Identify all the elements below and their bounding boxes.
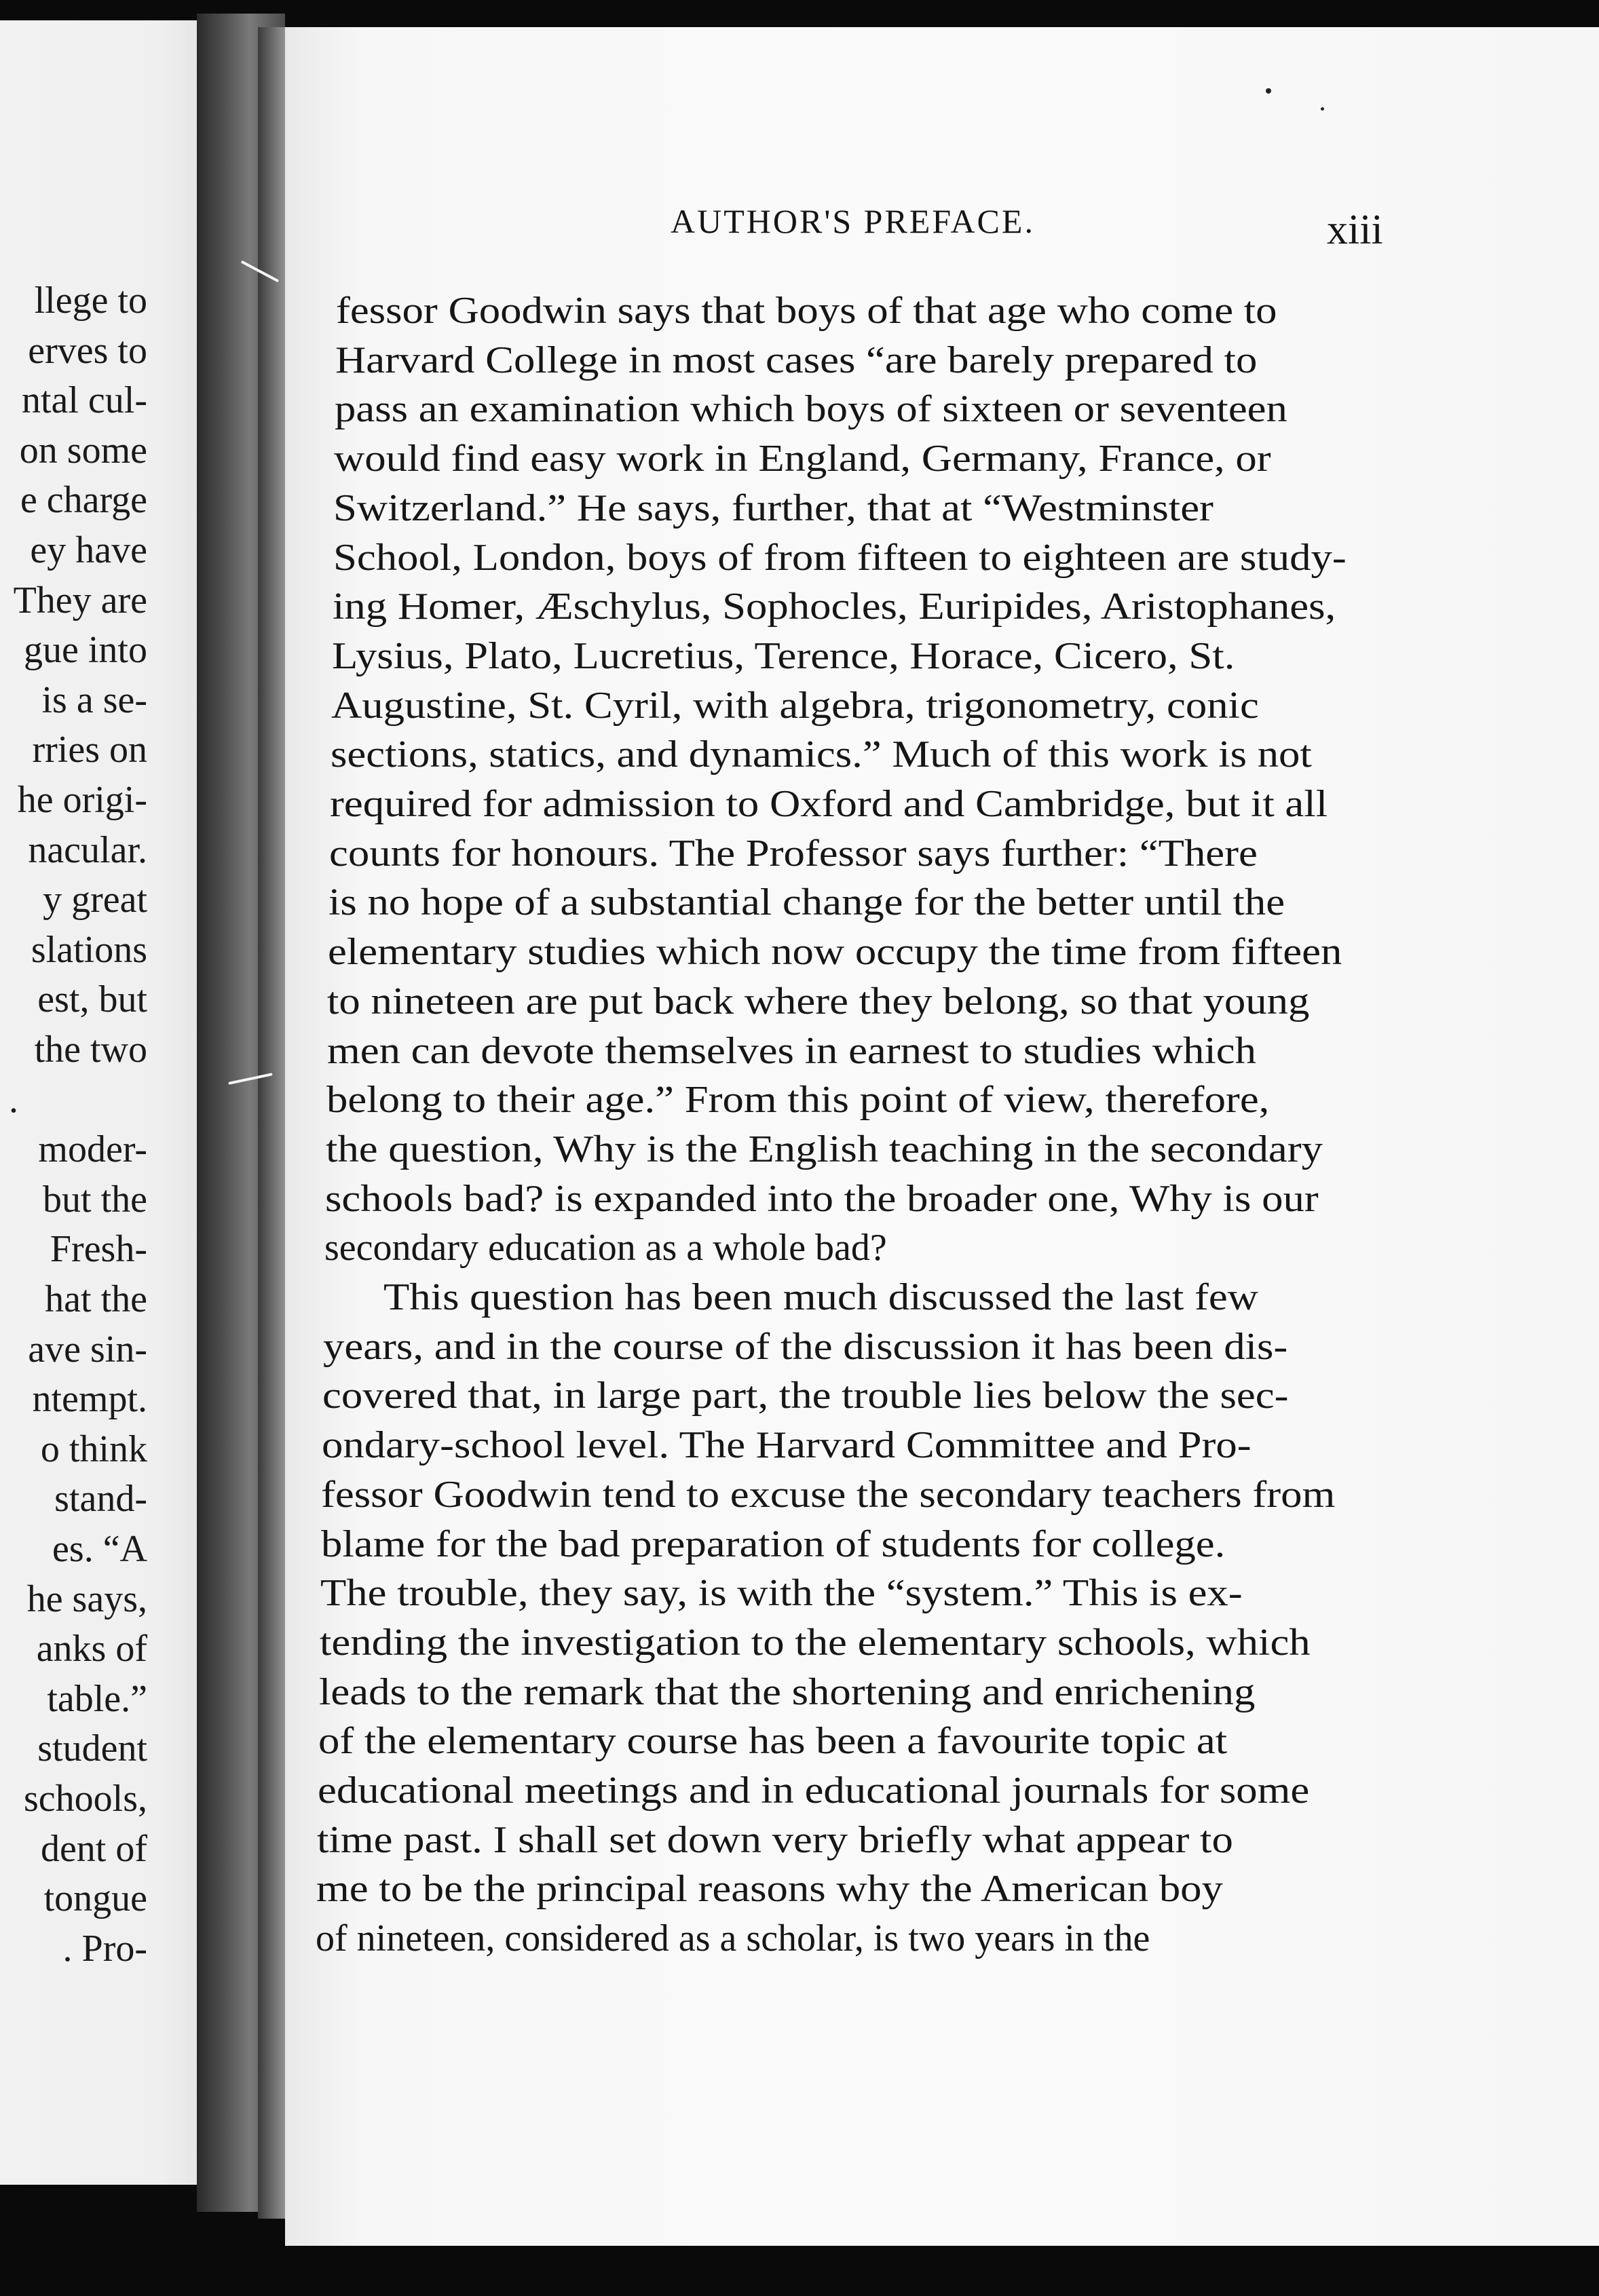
left-page-line: They are xyxy=(13,579,147,621)
left-page-line: hat the xyxy=(45,1278,147,1320)
ink-speck xyxy=(1266,88,1271,94)
left-page-line: rries on xyxy=(32,729,147,771)
left-page-line: ntal cul- xyxy=(21,379,147,421)
body-text-line: School, London, boys of from fifteen to eighteen are study- xyxy=(333,537,1347,579)
left-page-line: tongue xyxy=(43,1877,147,1919)
body-text-line: This question has been much discussed the last few xyxy=(383,1276,1258,1318)
body-text-line: ing Homer, Æschylus, Sophocles, Euripides, Aristophanes, xyxy=(333,586,1336,628)
left-page-line: table.” xyxy=(47,1678,147,1720)
body-text-line: belong to their age.” From this point of view, therefore, xyxy=(326,1079,1270,1121)
left-page-line: y great xyxy=(43,879,147,921)
body-text-line: of the elementary course has been a favourite topic at xyxy=(318,1720,1228,1762)
body-text-line: schools bad? is expanded into the broader one, Why is our xyxy=(325,1178,1319,1220)
left-page-line: dent of xyxy=(40,1828,147,1870)
left-page-line: ave sin- xyxy=(28,1328,147,1371)
body-text-line: Harvard College in most cases “are barely prepared to xyxy=(335,339,1258,381)
body-text-line: to nineteen are put back where they belong, so that young xyxy=(327,980,1310,1022)
body-text-line: sections, statics, and dynamics.” Much of this work is not xyxy=(331,733,1312,776)
body-text-line: the question, Why is the English teaching in the secondary xyxy=(326,1128,1323,1170)
running-head: AUTHOR'S PREFACE. xyxy=(671,202,1035,240)
body-text-line: educational meetings and in educational journals for some xyxy=(318,1769,1310,1812)
left-page-line: Fresh- xyxy=(50,1228,147,1270)
left-page-line: erves to xyxy=(28,330,147,372)
body-text-line: tending the investigation to the elementary schools, which xyxy=(320,1622,1311,1664)
body-text-line: me to be the principal reasons why the American boy xyxy=(316,1868,1223,1910)
body-text-line: elementary studies which now occupy the time from fifteen xyxy=(328,931,1342,973)
left-page-line: but the xyxy=(43,1179,147,1221)
body-text-line: Augustine, St. Cyril, with algebra, trigonometry, conic xyxy=(331,685,1259,727)
left-page-line: is a se- xyxy=(41,679,147,721)
body-text-line: blame for the bad preparation of students for college. xyxy=(321,1523,1226,1565)
left-page-line: the two xyxy=(34,1029,147,1071)
body-text-line: Switzerland.” He says, further, that at “Westminster xyxy=(333,487,1214,529)
left-page-line: est, but xyxy=(37,978,147,1020)
body-text-line: is no hope of a substantial change for the better until the xyxy=(328,881,1285,923)
left-page-line: gue into xyxy=(24,629,147,671)
body-text-line: time past. I shall set down very briefly what appear to xyxy=(317,1819,1233,1861)
body-text-line: fessor Goodwin says that boys of that age who come to xyxy=(336,290,1277,332)
left-page-line: . xyxy=(9,1079,18,1121)
left-page-line: es. “A xyxy=(52,1528,147,1570)
body-text-line: Lysius, Plato, Lucretius, Terence, Horace, Cicero, St. xyxy=(332,635,1235,677)
body-text-line: men can devote themselves in earnest to studies which xyxy=(327,1030,1257,1072)
left-page-line: slations xyxy=(31,929,147,971)
body-text-line: fessor Goodwin tend to excuse the secondary teachers from xyxy=(321,1474,1336,1516)
left-page-line: ntempt. xyxy=(32,1378,147,1420)
left-page-line: student xyxy=(37,1727,147,1769)
body-text-line: secondary education as a whole bad? xyxy=(324,1227,887,1269)
left-page-line: nacular. xyxy=(28,829,147,871)
page-number: xiii xyxy=(1327,207,1383,253)
left-page-line: stand- xyxy=(54,1478,147,1520)
left-page-line: he origi- xyxy=(17,779,147,821)
left-page-line: he says, xyxy=(26,1578,147,1620)
ink-speck xyxy=(1321,107,1324,111)
body-text-line: of nineteen, considered as a scholar, is two years in the xyxy=(316,1917,1150,1959)
body-text-line: counts for honours. The Professor says further: “There xyxy=(329,833,1258,875)
left-page-line: anks of xyxy=(36,1628,147,1670)
left-page-line: e charge xyxy=(20,479,147,521)
left-page-line: o think xyxy=(40,1428,147,1470)
left-page-line: schools, xyxy=(24,1778,147,1820)
body-text-line: The trouble, they say, is with the “system.” This is ex- xyxy=(320,1572,1243,1614)
body-text-line: would find easy work in England, Germany, France, or xyxy=(334,438,1271,480)
right-page xyxy=(285,27,1599,2246)
body-text-line: pass an examination which boys of sixteen or seventeen xyxy=(335,388,1287,430)
left-page-line: ey have xyxy=(30,529,147,571)
body-text-line: years, and in the course of the discussion it has been dis- xyxy=(323,1326,1288,1368)
body-text-line: ondary-school level. The Harvard Committee and Pro- xyxy=(322,1424,1252,1466)
left-page-line: . Pro- xyxy=(62,1928,147,1970)
left-page-line: llege to xyxy=(34,280,147,322)
left-page-line: on some xyxy=(19,429,147,472)
left-page-line: moder- xyxy=(38,1128,147,1170)
body-text-line: required for admission to Oxford and Cambridge, but it all xyxy=(330,783,1328,825)
body-text-line: leads to the remark that the shortening and enrichening xyxy=(319,1671,1256,1713)
body-text-line: covered that, in large part, the trouble lies below the sec- xyxy=(322,1375,1289,1417)
